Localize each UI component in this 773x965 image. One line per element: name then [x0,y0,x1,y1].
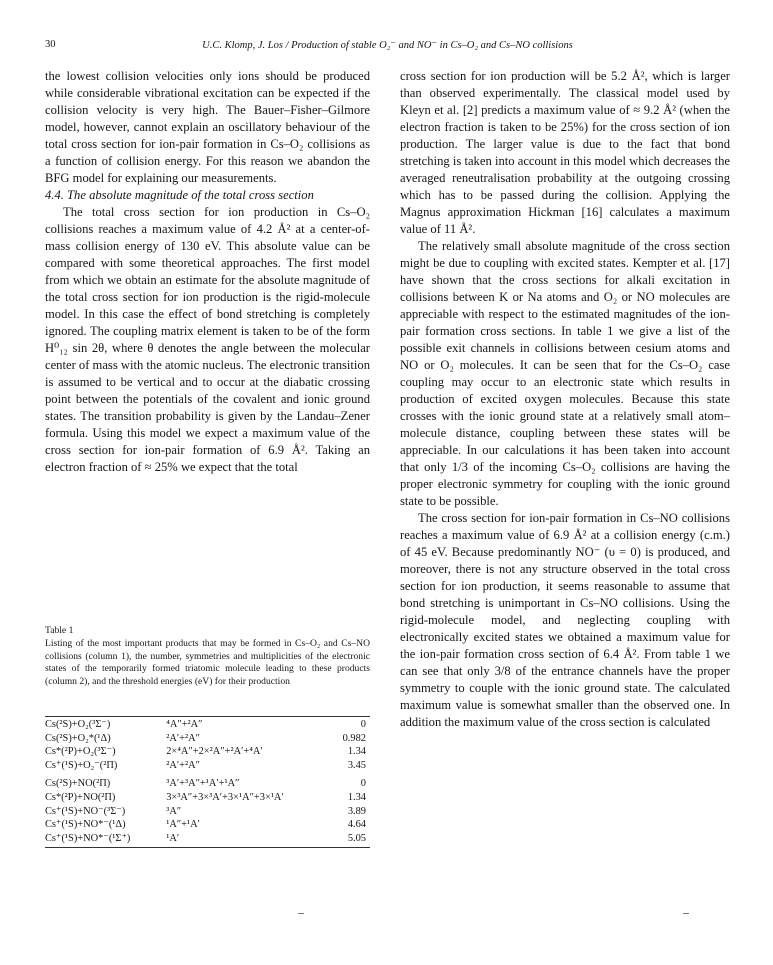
table-caption [45,625,370,688]
table-row [45,805,370,819]
products-cell: Cs⁺(¹S)+NO⁻(³Σ⁻) [45,805,126,817]
paragraph-cs-no: The cross section for ion-pair formation in Cs–NO collisions reaches a maximum value of 6.9 Å² at a collision energy (c.m.) of 45 eV. Because predominantly NO⁻ (υ = 0) is produced, and moreover, there is not any structure observed in the total cross section for ion production, it seems reasonable to assume that bond stretching is unimportant in Cs–NO collisions. Using the rigid-molecule model, and neglecting coupling with electronically excited states we obtained a maximum value for the ion-pair formation cross section of 6.4 Å². From table 1 we can see that only 3/8 of the entrance channels have the proper symmetry to couple with the ionic ground state. The calculated maximum value is somewhat smaller than the observed one. In addition the maximum value of the cross section is calculated [400,511,730,729]
energy-cell: 0 [360,778,366,790]
energy-cell: 5.05 [332,832,370,848]
states-cell: ¹A″+¹A′ [166,819,200,831]
running-head: U.C. Klomp, J. Los / Production of stable O₂⁻ and NO⁻ in Cs–O₂ and Cs–NO collisions [202,40,573,51]
states-cell: ⁴A″+²A″ [166,717,332,732]
table-row [45,759,370,773]
table-row [45,745,370,759]
states-cell: 3×³A″+3×³A′+3×¹A″+3×¹A′ [166,791,284,803]
energy-cell: 1.34 [347,791,366,803]
table-label: Table 1 [45,625,74,636]
energy-cell: 1.34 [347,746,366,758]
products-cell: Cs(²S)+O₂*(¹Δ) [45,732,111,744]
products-cell: Cs*(²P)+NO(²Π) [45,791,116,803]
products-cell: Cs(²S)+O₂(³Σ⁻) [45,717,166,732]
paragraph-total-cross-section: The total cross section for ion production in Cs–O₂ collisions reaches a maximum value of 4.2 Å² at a center-of-mass collision energy of 130 eV. This absolute value can be compared with some theoretical approaches. The first model from which we obtain an estimate for the absolute magnitude of the total cross section for ion production is the rigid-molecule model. In this case the effect of bond stretching is completely ignored. The coupling matrix element is taken to be of the form H⁰₁₂ sin 2θ, where θ denotes the angle between the molecular center of mass with the atomic nucleus. The electronic transition is assumed to be vertical and to occur at the diabatic crossing point between the potentials of the covalent and ionic ground states. The transition probability is given by the Landau–Zener formula. Using this model we expect a maximum value of the cross section for ion-pair formation of 6.9 Å². Taking an electron fraction of ≈ 25% we expect that the total [45,205,371,474]
products-cell: Cs*(²P)+O₂(³Σ⁻) [45,746,116,758]
products-cell: Cs(²S)+NO(²Π) [45,778,111,790]
table-row [45,832,370,848]
table-row [45,818,370,832]
products-cell: Cs⁺(¹S)+NO*⁻(¹Σ⁺) [45,832,166,848]
products-cell: Cs⁺(¹S)+O₂⁻(²Π) [45,759,118,771]
table-description: Listing of the most important products that may be formed in Cs–O₂ and Cs–NO collisions (column 1), the number, symmetries and multiplicities of the electronic states of the temporarily formed triatomic molecule leading to these products (column 2), and the threshold energies (eV) for their production [45,638,370,687]
page-number: 30 [45,39,56,50]
right-column [400,68,730,731]
table-row [45,732,370,746]
energy-cell: 0 [332,717,370,732]
table-row [45,772,370,791]
page-header [45,39,730,55]
paragraph-classical-model: cross section for ion production will be 5.2 Å², which is larger than observed experimentally. The classical model used by Kleyn et al. [2] predicts a maximum value of ≈ 9.2 Å² (when the electron fraction is taken to be 25%) for the cross section of ion production. The larger value is due to the fact that bond stretching is taken into account in this model which decreases the averaged reneutralisation probability at the outgoing crossing which has to be passed during the collision. Applying the Magnus approximation Hickman [16] calculates a maximum value of 11 Å². [400,69,730,236]
section-heading-4-4: 4.4. The absolute magnitude of the total cross section [45,188,314,202]
table-row [45,791,370,805]
paragraph-bfg-conclusion: the lowest collision velocities only ions should be produced while considerable vibrational excitation can be expected if the collision velocity is very high. The Bauer–Fisher–Gilmore model, however, cannot explain an oscillatory behaviour of the total cross section for ion-pair formation in Cs–O₂ collisions as a function of collision energy. For this reason we abandon the BFG model for explaining our measurements. [45,69,370,185]
states-cell: ²A′+²A″ [166,759,200,771]
states-cell: ²A′+²A″ [166,732,200,744]
paragraph-excited-states: The relatively small absolute magnitude of the cross section might be due to coupling with excited states. Kempter et al. [17] have shown that the cross sections for alkali excitation in collisions between K or Na atoms and O₂ or NO molecules are appreciable with respect to the estimated magnitudes of the ion-pair formation cross sections. In table 1 we give a list of the possible exit channels in collisions between cesium atoms and NO or O₂ molecules. It can be seen that for the Cs–O₂ case coupling may occur to an electronic state which results in production of excited oxygen molecules. Because this state crosses with the ionic ground state at a relatively small atom–molecule distance, coupling between these states will be appreciable. In our calculations it has been taken into account that only 1/3 of the incoming Cs–O₂ collisions are having the proper electronic symmetry for coupling with the ionic ground state to be possible. [400,239,730,508]
states-cell: 2×⁴A″+2×²A″+²A′+⁴A′ [166,746,263,758]
states-cell: ¹A′ [166,832,332,848]
products-cell: Cs⁺(¹S)+NO*⁻(¹Δ) [45,819,126,831]
products-table [45,716,370,848]
scan-mark [683,913,689,914]
table-row [45,717,370,732]
states-cell: ³A′+³A″+¹A′+¹A″ [166,778,240,790]
energy-cell: 0.982 [342,732,366,744]
energy-cell: 4.64 [347,819,366,831]
energy-cell: 3.89 [347,805,366,817]
states-cell: ³A″ [166,805,182,817]
scan-mark [298,913,304,914]
energy-cell: 3.45 [347,759,366,771]
left-column [45,68,370,476]
